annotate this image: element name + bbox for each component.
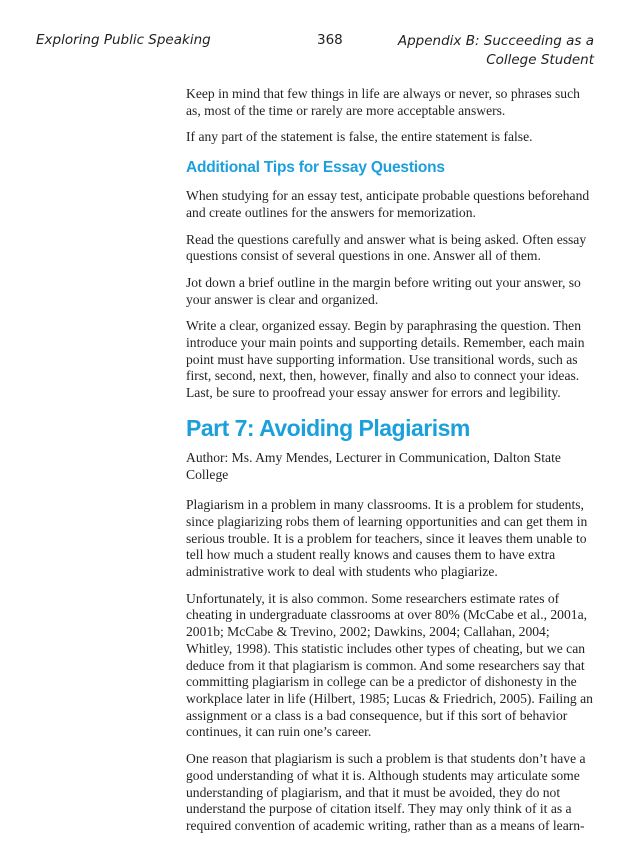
paragraph-plagiarism-problem: Plagiarism in a problem in many classrooms. It is a problem for students, since plagiarizing robs them of learning opportunities and can get them in serious trouble. It is a problem for teachers, since it leaves them unable to tell how much a student really knows and causes them to have extra administrative work to deal with students who plagiarize. bbox=[186, 497, 588, 580]
section-heading-essay-tips: Additional Tips for Essay Questions bbox=[186, 159, 445, 177]
paragraph-anticipate-questions: When studying for an essay test, anticipate probable questions beforehand and create outlines for the answers for memorization. bbox=[186, 188, 590, 220]
book-title: Exploring Public Speaking bbox=[36, 32, 211, 48]
page-body bbox=[186, 86, 596, 845]
chapter-title-line-1: Appendix B: Succeeding as a bbox=[397, 33, 594, 49]
paragraph-cheating-statistics: Unfortunately, it is also common. Some researchers estimate rates of cheating in undergraduate classrooms at over 80% (McCabe et al., 2001a, 2001b; McCabe & Trevino, 2002; Dawkins, 2004; Callahan, 2004; Whitley, 1998). This statistic includes other types of cheating, but we can deduce from it that plagiarism is common. And some researchers say that committing plagiarism in college can be a predictor of dishonesty in the workplace later in life (Hilbert, 1985; Lucas & Friedrich, 2005). Failing an assignment or a class is a bad consequence, but if this sort of behavior continues, it can ruin one’s career. bbox=[186, 590, 593, 740]
paragraph-false-statement: If any part of the statement is false, the entire statement is false. bbox=[186, 129, 533, 145]
chapter-title bbox=[394, 32, 594, 70]
paragraph-understanding: One reason that plagiarism is such a problem is that students don’t have a good understanding of what it is. Although students may articulate some understanding of plagiarism, and that it must be avoided, they do not understand the purpose of citation itself. They may only think of it as a required convention of academic writing, rather than as a means of learn- bbox=[186, 751, 586, 833]
part-heading-plagiarism: Part 7: Avoiding Plagiarism bbox=[186, 414, 470, 441]
paragraph-write-essay: Write a clear, organized essay. Begin by paraphrasing the question. Then introduce your main points and supporting details. Remember, each main point must have supporting information. Use transitional words, such as first, second, next, then, however, finally and also to connect your ideas. Last, be sure to proofread your essay answer for errors and legibility. bbox=[186, 318, 585, 401]
paragraph-read-carefully: Read the questions carefully and answer what is being asked. Often essay questions consist of several questions in one. Answer all of them. bbox=[186, 231, 587, 264]
page-header bbox=[36, 32, 594, 76]
page-number: 368 bbox=[317, 32, 343, 48]
author-line: Author: Ms. Amy Mendes, Lecturer in Communication, Dalton State College bbox=[186, 449, 561, 482]
chapter-title-line-2: College Student bbox=[486, 52, 594, 68]
paragraph-true-false-tip: Keep in mind that few things in life are always or never, so phrases such as, most of the time or rarely are more acceptable answers. bbox=[186, 86, 580, 118]
paragraph-outline: Jot down a brief outline in the margin before writing out your answer, so your answer is clear and organized. bbox=[186, 274, 581, 307]
